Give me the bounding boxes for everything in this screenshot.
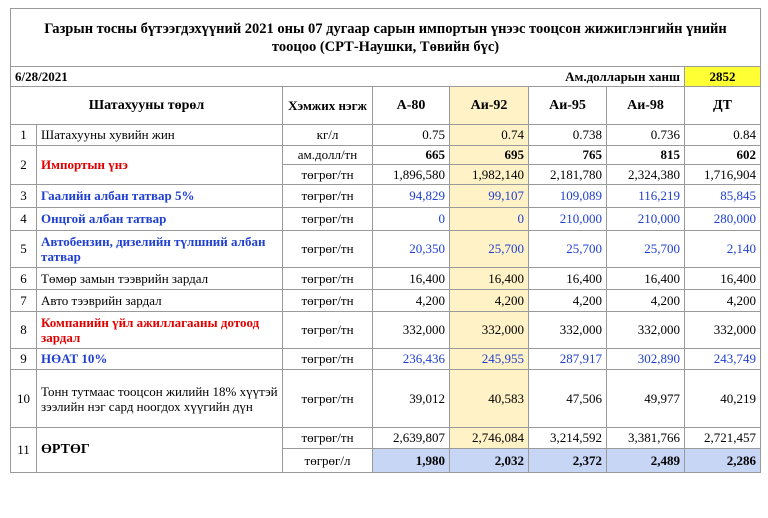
table-row — [11, 185, 761, 208]
row-unit: төгрөг/тн — [283, 370, 373, 428]
value-cell: 3,214,592 — [529, 428, 607, 449]
row-unit: кг/л — [283, 125, 373, 146]
table-row — [11, 231, 761, 268]
price-table — [10, 8, 761, 473]
sheet-title: Газрын тосны бүтээгдэхүүний 2021 оны 07 дугаар сарын импортын үнээс тооцсон жижиглэнгийн үнийн тооцоо (СРТ-Наушки, Төвийн бүс) — [11, 9, 761, 67]
row-number: 3 — [11, 185, 37, 208]
header-fuel-type: Шатахууны төрөл — [11, 87, 283, 125]
value-cell: 0.74 — [450, 125, 529, 146]
header-col-ai95: Аи-95 — [529, 87, 607, 125]
value-cell: 20,350 — [373, 231, 450, 268]
row-name: Онцгой албан татвар — [37, 208, 283, 231]
value-cell: 243,749 — [685, 349, 761, 370]
value-cell: 25,700 — [529, 231, 607, 268]
row-name: Шатахууны хувийн жин — [37, 125, 283, 146]
row-unit: төгрөг/тн — [283, 290, 373, 312]
value-cell: 25,700 — [450, 231, 529, 268]
row-unit: төгрөг/тн — [283, 185, 373, 208]
header-unit: Хэмжих нэгж — [283, 87, 373, 125]
row-number: 5 — [11, 231, 37, 268]
value-cell: 815 — [607, 146, 685, 165]
row-number: 10 — [11, 370, 37, 428]
row-unit: төгрөг/тн — [283, 312, 373, 349]
value-cell: 4,200 — [450, 290, 529, 312]
value-cell: 2,746,084 — [450, 428, 529, 449]
header-row — [11, 87, 761, 125]
table-row — [11, 125, 761, 146]
value-cell: 25,700 — [607, 231, 685, 268]
row-number: 4 — [11, 208, 37, 231]
row-unit: төгрөг/тн — [283, 231, 373, 268]
value-cell: 85,845 — [685, 185, 761, 208]
row-unit: төгрөг/тн — [283, 428, 373, 449]
value-cell: 210,000 — [529, 208, 607, 231]
value-cell: 210,000 — [607, 208, 685, 231]
value-cell: 287,917 — [529, 349, 607, 370]
value-cell: 47,506 — [529, 370, 607, 428]
table-row — [11, 208, 761, 231]
row-name: Авто тээврийн зардал — [37, 290, 283, 312]
value-cell: 3,381,766 — [607, 428, 685, 449]
table-row — [11, 349, 761, 370]
row-unit: төгрөг/тн — [283, 165, 373, 185]
value-cell: 1,716,904 — [685, 165, 761, 185]
row-number: 11 — [11, 428, 37, 473]
value-cell: 280,000 — [685, 208, 761, 231]
table-row — [11, 290, 761, 312]
value-cell: 99,107 — [450, 185, 529, 208]
value-cell: 2,324,380 — [607, 165, 685, 185]
meta-row — [11, 67, 761, 87]
value-cell: 94,829 — [373, 185, 450, 208]
value-cell: 1,896,580 — [373, 165, 450, 185]
row-name: ӨРТӨГ — [37, 428, 283, 473]
value-cell: 40,219 — [685, 370, 761, 428]
value-cell: 1,982,140 — [450, 165, 529, 185]
header-col-dt: ДТ — [685, 87, 761, 125]
value-cell: 116,219 — [607, 185, 685, 208]
table-row — [11, 312, 761, 349]
row-number: 6 — [11, 268, 37, 290]
row-number: 1 — [11, 125, 37, 146]
header-col-ai92: Аи-92 — [450, 87, 529, 125]
value-cell: 2,639,807 — [373, 428, 450, 449]
value-cell: 4,200 — [685, 290, 761, 312]
value-cell: 602 — [685, 146, 761, 165]
value-cell: 332,000 — [529, 312, 607, 349]
value-cell: 245,955 — [450, 349, 529, 370]
header-col-ai98: Аи-98 — [607, 87, 685, 125]
row-unit: төгрөг/тн — [283, 268, 373, 290]
row-name: Төмөр замын тээврийн зардал — [37, 268, 283, 290]
total-value-cell: 2,372 — [529, 449, 607, 473]
value-cell: 302,890 — [607, 349, 685, 370]
value-cell: 2,140 — [685, 231, 761, 268]
value-cell: 2,721,457 — [685, 428, 761, 449]
value-cell: 665 — [373, 146, 450, 165]
value-cell: 695 — [450, 146, 529, 165]
value-cell: 0.738 — [529, 125, 607, 146]
value-cell: 0.736 — [607, 125, 685, 146]
exchange-rate-label: Ам.долларын ханш — [283, 67, 685, 87]
value-cell: 332,000 — [685, 312, 761, 349]
value-cell: 109,089 — [529, 185, 607, 208]
row-number: 7 — [11, 290, 37, 312]
row-name: Компанийн үйл ажиллагааны дотоод зардал — [37, 312, 283, 349]
value-cell: 49,977 — [607, 370, 685, 428]
value-cell: 4,200 — [607, 290, 685, 312]
value-cell: 16,400 — [373, 268, 450, 290]
total-value-cell: 2,286 — [685, 449, 761, 473]
value-cell: 332,000 — [450, 312, 529, 349]
value-cell: 0 — [450, 208, 529, 231]
row-name: Тонн тутмаас тооцсон жилийн 18% хүүтэй зээлийн нэг сард ноогдох хүүгийн дүн — [37, 370, 283, 428]
total-value-cell: 2,032 — [450, 449, 529, 473]
value-cell: 39,012 — [373, 370, 450, 428]
row-number: 9 — [11, 349, 37, 370]
total-value-cell: 1,980 — [373, 449, 450, 473]
value-cell: 332,000 — [607, 312, 685, 349]
table-row — [11, 268, 761, 290]
value-cell: 0.84 — [685, 125, 761, 146]
table-row — [11, 146, 761, 165]
exchange-rate-value: 2852 — [685, 67, 761, 87]
row-unit: төгрөг/тн — [283, 208, 373, 231]
date-cell: 6/28/2021 — [11, 67, 283, 87]
value-cell: 236,436 — [373, 349, 450, 370]
row-name: Автобензин, дизелийн түлшний албан татвар — [37, 231, 283, 268]
value-cell: 4,200 — [529, 290, 607, 312]
value-cell: 4,200 — [373, 290, 450, 312]
title-row — [11, 9, 761, 67]
row-name: Гаалийн албан татвар 5% — [37, 185, 283, 208]
value-cell: 16,400 — [450, 268, 529, 290]
row-unit: ам.долл/тн — [283, 146, 373, 165]
header-col-a80: А-80 — [373, 87, 450, 125]
value-cell: 16,400 — [529, 268, 607, 290]
table-row — [11, 428, 761, 449]
row-unit: төгрөг/л — [283, 449, 373, 473]
value-cell: 16,400 — [607, 268, 685, 290]
total-value-cell: 2,489 — [607, 449, 685, 473]
value-cell: 0.75 — [373, 125, 450, 146]
value-cell: 2,181,780 — [529, 165, 607, 185]
row-number: 2 — [11, 146, 37, 185]
row-unit: төгрөг/тн — [283, 349, 373, 370]
value-cell: 765 — [529, 146, 607, 165]
row-name: Импортын үнэ — [37, 146, 283, 185]
value-cell: 332,000 — [373, 312, 450, 349]
value-cell: 0 — [373, 208, 450, 231]
value-cell: 40,583 — [450, 370, 529, 428]
price-calculation-sheet — [10, 8, 760, 473]
value-cell: 16,400 — [685, 268, 761, 290]
table-row — [11, 370, 761, 428]
row-name: НӨАТ 10% — [37, 349, 283, 370]
row-number: 8 — [11, 312, 37, 349]
